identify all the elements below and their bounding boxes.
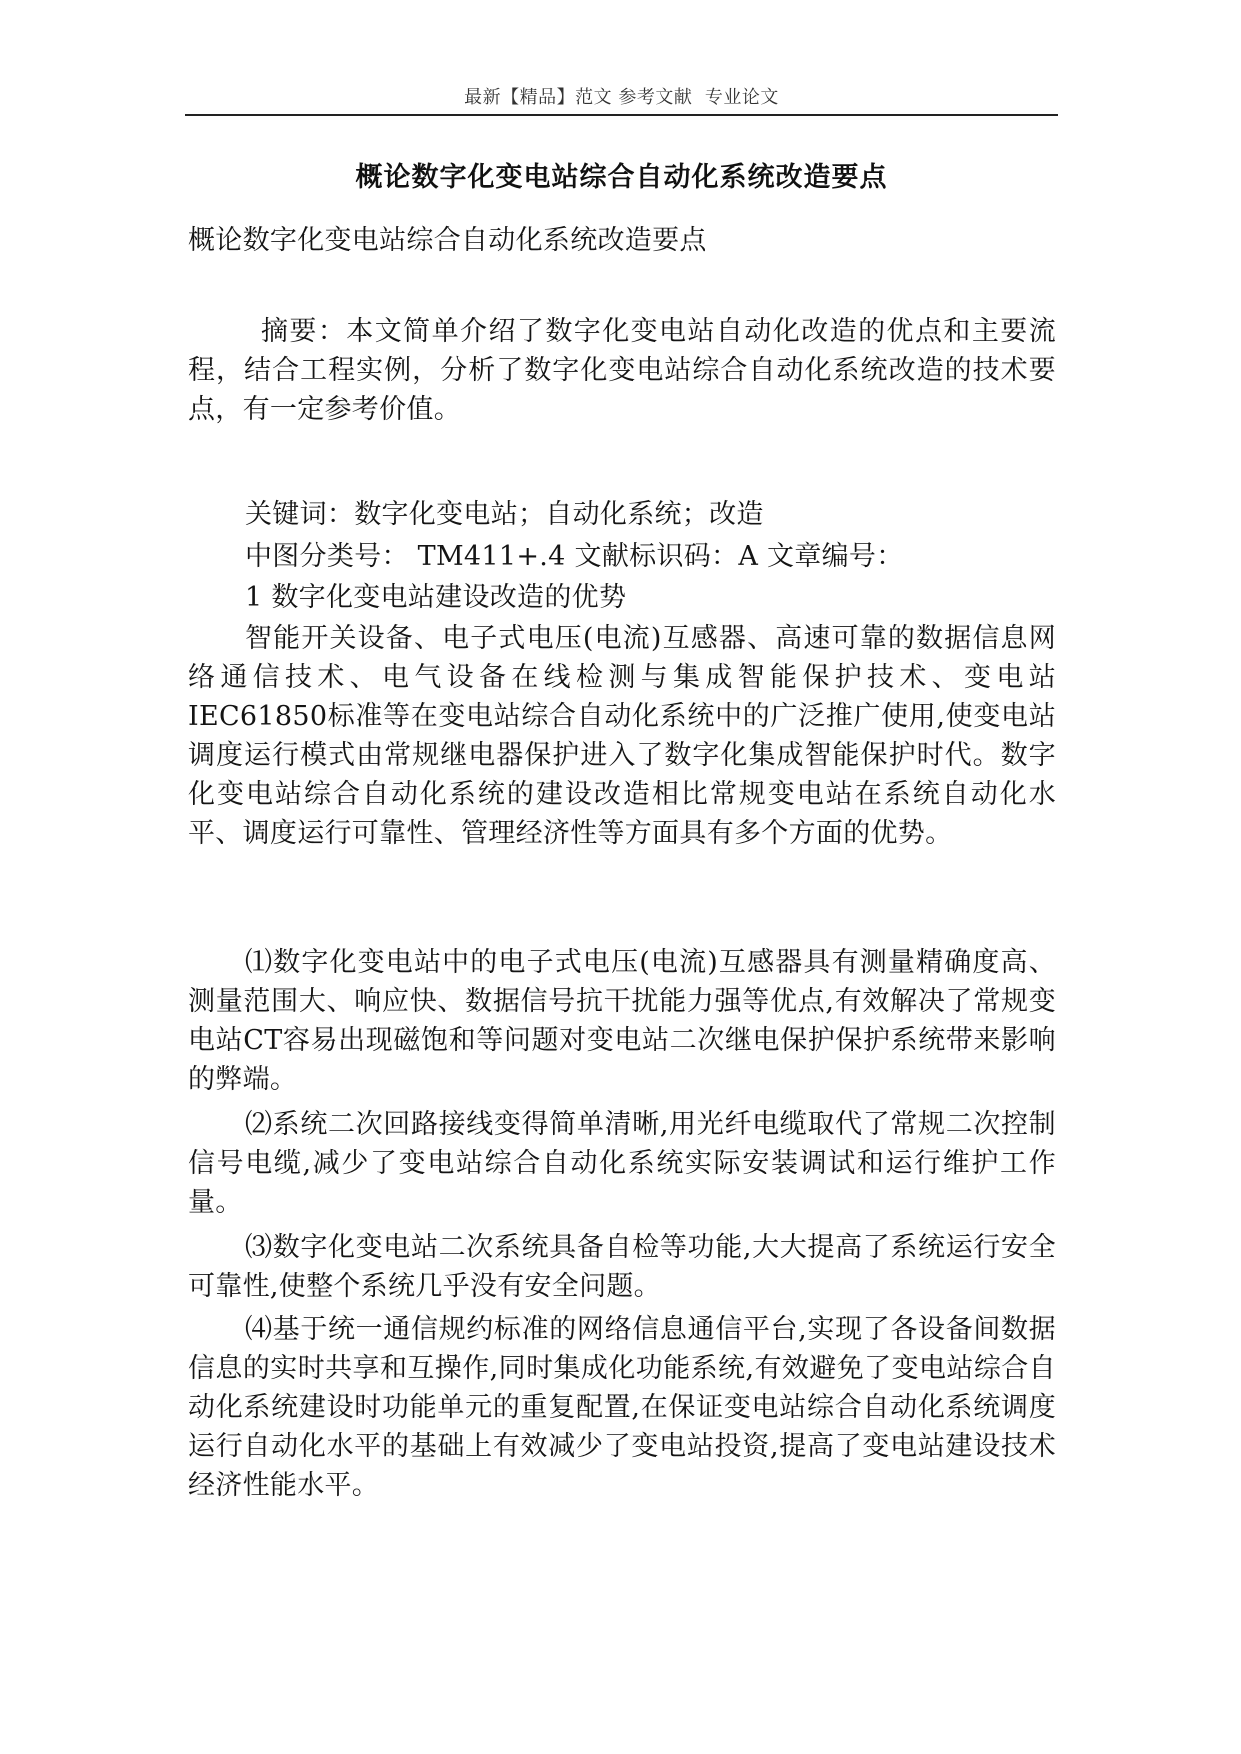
body-paragraph: ⑴数字化变电站中的电子式电压(电流)互感器具有测量精确度高、测量范围大、响应快、数据信号抗干扰能力强等优点,有效解决了常规变电站CT容易出现磁饱和等问题对变电站二次继电保护保护系统带来影响的弊端。 [188, 947, 1056, 1095]
header-divider [185, 114, 1058, 116]
section-heading: 1 数字化变电站建设改造的优势 [245, 582, 627, 613]
body-paragraph: ⑷基于统一通信规约标准的网络信息通信平台,实现了各设备间数据信息的实时共享和互操作,同时集成化功能系统,有效避免了变电站综合自动化系统建设时功能单元的重复配置,在保证变电站综合自动化系统调度运行自动化水平的基础上有效减少了变电站投资,提高了变电站建设技术经济性能水平。 [188, 1314, 1056, 1501]
keywords-line: 关键词：数字化变电站；自动化系统；改造 [245, 499, 764, 530]
abstract-paragraph: 摘要：本文简单介绍了数字化变电站自动化改造的优点和主要流程，结合工程实例，分析了数字化变电站综合自动化系统改造的技术要点，有一定参考价值。 [188, 316, 1056, 425]
classification-line: 中图分类号： TM411+.4 文献标识码：A 文章编号： [245, 541, 904, 572]
body-paragraph: 智能开关设备、电子式电压(电流)互感器、高速可靠的数据信息网络通信技术、电气设备在线检测与集成智能保护技术、变电站IEC61850标准等在变电站综合自动化系统中的广泛推广使用,使变电站调度运行模式由常规继电器保护进入了数字化集成智能保护时代。数字化变电站综合自动化系统的建设改造相比常规变电站在系统自动化水平、调度运行可靠性、管理经济性等方面具有多个方面的优势。 [188, 623, 1056, 849]
page-header: 最新【精品】范文 参考文献 专业论文 [464, 87, 779, 108]
document-subtitle: 概论数字化变电站综合自动化系统改造要点 [188, 225, 707, 256]
body-paragraph: ⑵系统二次回路接线变得简单清晰,用光纤电缆取代了常规二次控制信号电缆,减少了变电站综合自动化系统实际安装调试和运行维护工作量。 [188, 1109, 1056, 1218]
body-paragraph: ⑶数字化变电站二次系统具备自检等功能,大大提高了系统运行安全可靠性,使整个系统几乎没有安全问题。 [188, 1232, 1056, 1302]
document-title: 概论数字化变电站综合自动化系统改造要点 [355, 162, 888, 193]
